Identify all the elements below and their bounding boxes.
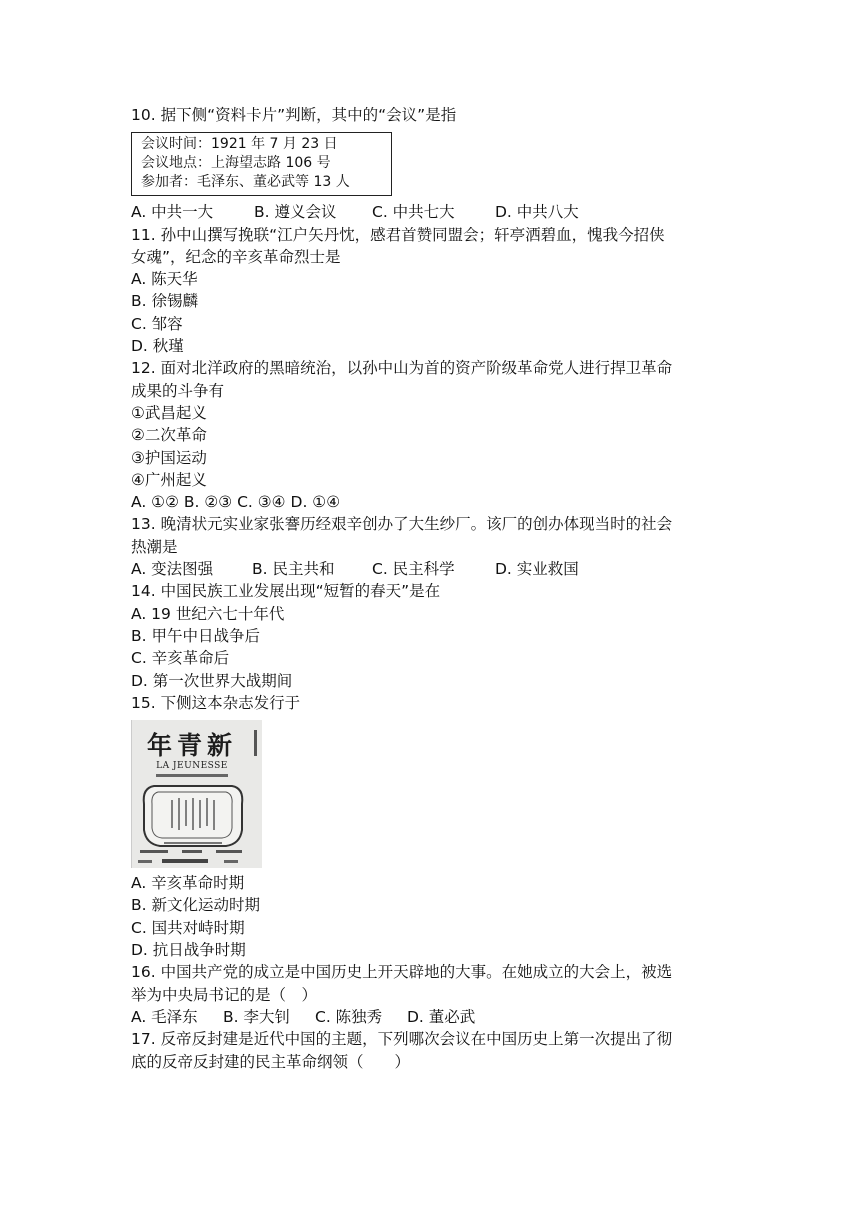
q16-stem-line: 举为中央局书记的是（ ） [131, 985, 318, 1004]
q14-option-d: D. 第一次世界大战期间 [131, 671, 293, 690]
q16-option-d: D. 董必武 [407, 1007, 476, 1026]
q15-option-d: D. 抗日战争时期 [131, 941, 246, 960]
q10-options [131, 201, 731, 223]
q16-option-a: A. 毛泽东 [131, 1007, 198, 1026]
q16-option-b: B. 李大钊 [223, 1007, 290, 1026]
q14-stem: 14. 中国民族工业发展出现“短暂的春天”是在 [131, 582, 441, 601]
q13-options [131, 558, 731, 580]
magazine-cover-image [131, 720, 262, 868]
q12-item: ③护国运动 [131, 448, 207, 467]
q10-option-b: B. 遵义会议 [254, 203, 337, 222]
q11-stem-line: 女魂”，纪念的辛亥革命烈士是 [131, 247, 341, 266]
q13-option-d: D. 实业救国 [495, 560, 579, 579]
q10-card-line: 会议时间：1921 年 7 月 23 日 [141, 136, 338, 153]
q13-option-a: A. 变法图强 [131, 560, 214, 579]
q14-option-a: A. 19 世纪六七十年代 [131, 604, 285, 623]
q11-stem-line: 11. 孙中山撰写挽联“江户矢丹忱，感君首赞同盟会；轩亭洒碧血，愧我今招侠 [131, 225, 665, 244]
q13-stem-line: 热潮是 [131, 537, 178, 556]
q10-card-line: 会议地点：上海望志路 106 号 [141, 155, 331, 172]
q10-option-c: C. 中共七大 [372, 203, 455, 222]
q12-options: A. ①② B. ②③ C. ③④ D. ①④ [131, 493, 341, 512]
q11-option-a: A. 陈天华 [131, 270, 198, 289]
q15-option-a: A. 辛亥革命时期 [131, 874, 245, 893]
q16-options [131, 1006, 731, 1028]
q10-option-d: D. 中共八大 [495, 203, 579, 222]
q10-info-card [131, 132, 392, 196]
q17-stem-line: 17. 反帝反封建是近代中国的主题，下列哪次会议在中国历史上第一次提出了彻 [131, 1030, 673, 1049]
q12-item: ④广州起义 [131, 470, 207, 489]
q13-option-c: C. 民主科学 [372, 560, 455, 579]
q14-option-b: B. 甲午中日战争后 [131, 626, 260, 645]
q15-stem: 15. 下侧这本杂志发行于 [131, 693, 301, 712]
q12-item: ①武昌起义 [131, 403, 207, 422]
q11-option-d: D. 秋瑾 [131, 337, 184, 356]
magazine-subtitle: LA JEUNESSE [156, 761, 228, 772]
q11-option-c: C. 邹容 [131, 314, 183, 333]
q16-option-c: C. 陈独秀 [315, 1007, 383, 1026]
q10-stem: 10. 据下侧“资料卡片”判断，其中的“会议”是指 [131, 106, 457, 124]
q15-option-b: B. 新文化运动时期 [131, 896, 260, 915]
magazine-cover-art [132, 720, 262, 868]
q10-option-a: A. 中共一大 [131, 203, 214, 222]
question-sheet [131, 104, 731, 1073]
q17-stem-line: 底的反帝反封建的民主革命纲领（ ） [131, 1052, 411, 1071]
q11-option-b: B. 徐锡麟 [131, 292, 198, 311]
magazine-title: 年青新 [146, 731, 237, 761]
q10-card-line: 参加者：毛泽东、董必武等 13 人 [141, 174, 350, 191]
q16-stem-line: 16. 中国共产党的成立是中国历史上开天辟地的大事。在她成立的大会上，被选 [131, 963, 673, 982]
q12-item: ②二次革命 [131, 426, 207, 445]
q12-stem-line: 12. 面对北洋政府的黑暗统治，以孙中山为首的资产阶级革命党人进行捍卫革命 [131, 359, 673, 378]
q12-stem-line: 成果的斗争有 [131, 381, 225, 400]
q13-option-b: B. 民主共和 [252, 560, 335, 579]
q13-stem-line: 13. 晚清状元实业家张謇历经艰辛创办了大生纱厂。该厂的创办体现当时的社会 [131, 515, 673, 534]
q14-option-c: C. 辛亥革命后 [131, 649, 230, 668]
q15-option-c: C. 国共对峙时期 [131, 918, 245, 937]
